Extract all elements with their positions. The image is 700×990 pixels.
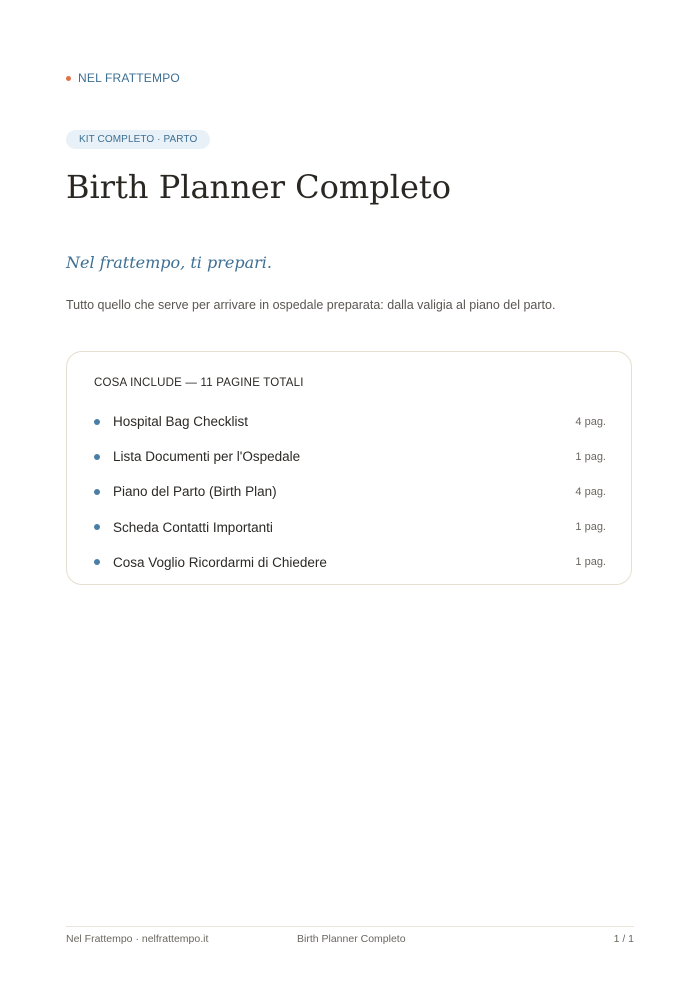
brand-dot-icon (66, 76, 71, 81)
item-label: Lista Documenti per l'Ospedale (113, 449, 301, 465)
item-page-count: 1 pag. (575, 450, 606, 463)
contents-card (66, 351, 632, 585)
bullet-icon (94, 489, 100, 495)
item-page-count: 4 pag. (575, 485, 606, 498)
list-item (94, 404, 606, 439)
brand-name: NEL FRATTEMPO (78, 71, 180, 85)
footer-document-title: Birth Planner Completo (297, 933, 406, 945)
bullet-icon (94, 419, 100, 425)
intro-text: Tutto quello che serve per arrivare in ospedale preparata: dalla valigia al piano del parto. (66, 298, 556, 312)
page-title: Birth Planner Completo (66, 168, 452, 206)
list-item (94, 439, 606, 474)
item-page-count: 1 pag. (575, 556, 606, 569)
list-item (94, 510, 606, 545)
bullet-icon (94, 524, 100, 530)
page-subtitle: Nel frattempo, ti prepari. (66, 253, 272, 272)
item-label: Piano del Parto (Birth Plan) (113, 484, 277, 500)
bullet-icon (94, 559, 100, 565)
item-label: Scheda Contatti Importanti (113, 519, 273, 535)
contents-heading: COSA INCLUDE — 11 PAGINE TOTALI (94, 377, 304, 389)
item-label: Hospital Bag Checklist (113, 414, 249, 430)
item-label: Cosa Voglio Ricordarmi di Chiedere (113, 554, 327, 570)
contents-list (94, 404, 606, 580)
list-item (94, 474, 606, 509)
item-page-count: 1 pag. (575, 521, 606, 534)
list-item (94, 545, 606, 580)
footer-divider (66, 926, 634, 927)
bullet-icon (94, 454, 100, 460)
footer-page-number: 1 / 1 (613, 933, 634, 945)
category-badge: KIT COMPLETO · PARTO (66, 130, 210, 149)
item-page-count: 4 pag. (575, 415, 606, 428)
footer-brand: Nel Frattempo · nelfrattempo.it (66, 933, 209, 945)
brand-header (66, 71, 180, 85)
